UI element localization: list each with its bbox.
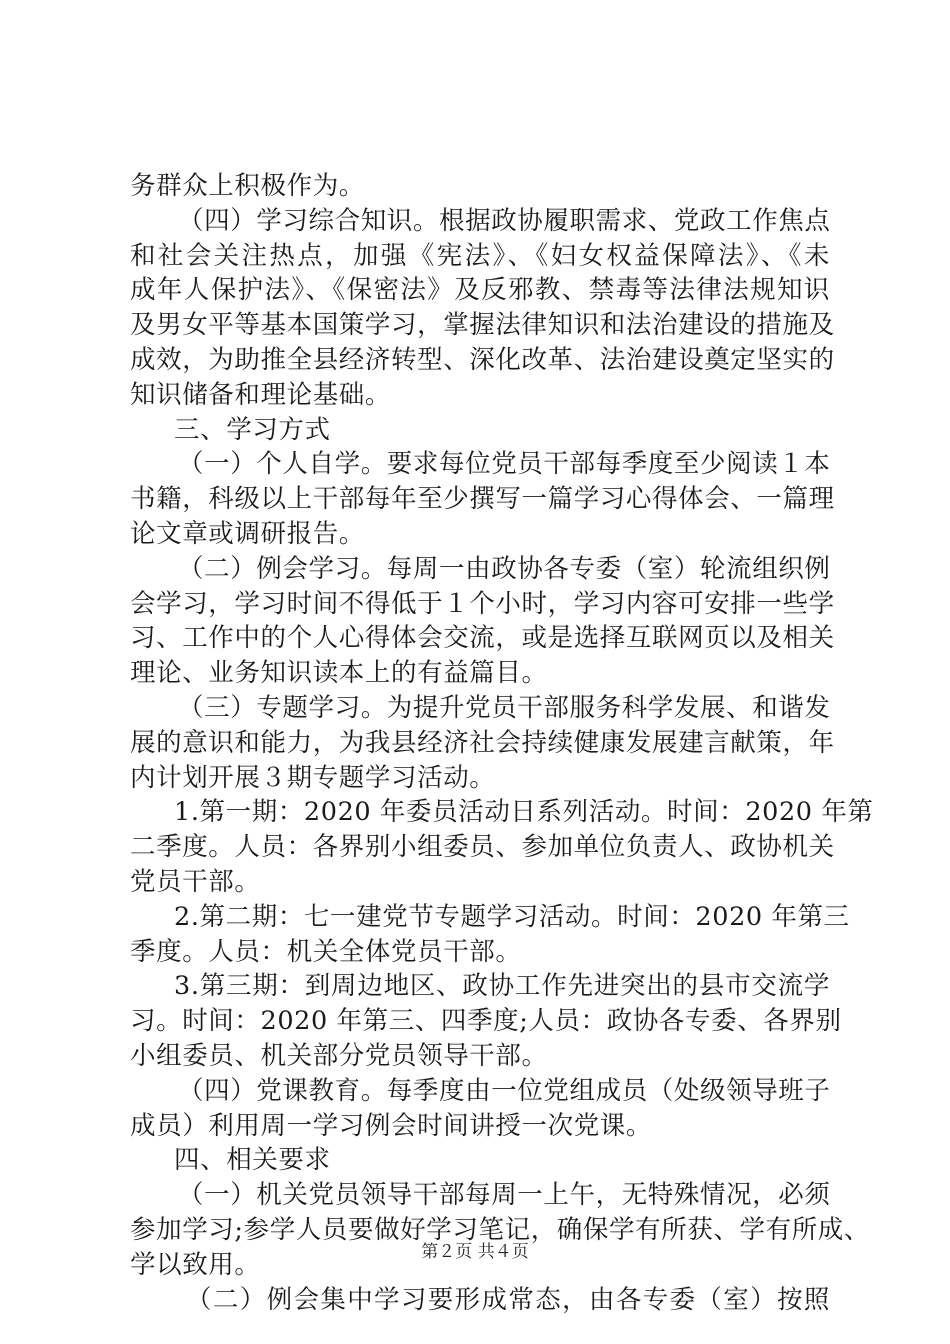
text-line: （一）个人自学。要求每位党员干部每季度至少阅读１本 [178,449,831,480]
text-line: 论文章或调研报告。 [130,518,365,549]
text-line: 学以致用。 [130,1249,261,1280]
text-line: 理论、业务知识读本上的有益篇目。 [130,658,548,689]
text-line: 三、学习方式 [174,414,331,445]
text-line: 参加学习;参学人员要做好学习笔记，确保学有所获、学有所成、 [130,1214,870,1245]
text-line: 3.第三期：到周边地区、政协工作先进突出的县市交流学 [174,971,830,1002]
text-line: 习。时间：2020 年第三、四季度;人员：政协各专委、各界别 [130,1006,842,1037]
text-line: 会学习，学习时间不得低于１个小时，学习内容可安排一些学 [130,588,835,619]
text-line: （一）机关党员领导干部每周一上午，无特殊情况，必须 [178,1180,831,1211]
text-line: 党员干部。 [130,866,261,897]
text-line: 小组委员、机关部分党员领导干部。 [130,1040,548,1071]
text-line: （四）学习综合知识。根据政协履职需求、党政工作焦点 [178,205,831,236]
text-line: 二季度。人员：各界别小组委员、参加单位负责人、政协机关 [130,832,835,863]
text-line: 2.第二期：七一建党节专题学习活动。时间：2020 年第三 [174,901,850,932]
text-line: （四）党课教育。每季度由一位党组成员（处级领导班子 [178,1075,831,1106]
text-line: 成年人保护法》、《保密法》及反邪教、禁毒等法律法规知识 [130,275,830,306]
text-line: （三）专题学习。为提升党员干部服务科学发展、和谐发 [178,692,831,723]
text-line: 展的意识和能力，为我县经济社会持续健康发展建言献策，年 [130,727,835,758]
text-line: 成效，为助推全县经济转型、深化改革、法治建设奠定坚实的 [130,344,835,375]
page-footer: 第２页 共４页 [421,1242,529,1262]
text-line: 务群众上积极作为。 [130,171,365,201]
text-line: 及男女平等基本国策学习，掌握法律知识和法治建设的措施及 [130,310,835,341]
text-line: 和社会关注热点，加强《宪法》、《妇女权益保障法》、《未 [130,240,830,271]
text-line: （二）例会学习。每周一由政协各专委（室）轮流组织例 [178,553,831,584]
text-line: 书籍，科级以上干部每年至少撰写一篇学习心得体会、一篇理 [130,484,835,515]
text-line: 季度。人员：机关全体党员干部。 [130,936,522,967]
text-line: 知识储备和理论基础。 [130,379,392,410]
text-line: 习、工作中的个人心得体会交流，或是选择互联网页以及相关 [130,623,835,654]
document-body [130,169,874,1317]
text-line: 四、相关要求 [174,1145,331,1176]
text-line: （二）例会集中学习要形成常态，由各专委（室）按照 [186,1284,830,1315]
text-line: 内计划开展３期专题学习活动。 [130,762,496,793]
text-line: 1.第一期：2020 年委员活动日系列活动。时间：2020 年第 [174,797,874,828]
text-line: 成员）利用周一学习例会时间讲授一次党课。 [130,1110,653,1141]
